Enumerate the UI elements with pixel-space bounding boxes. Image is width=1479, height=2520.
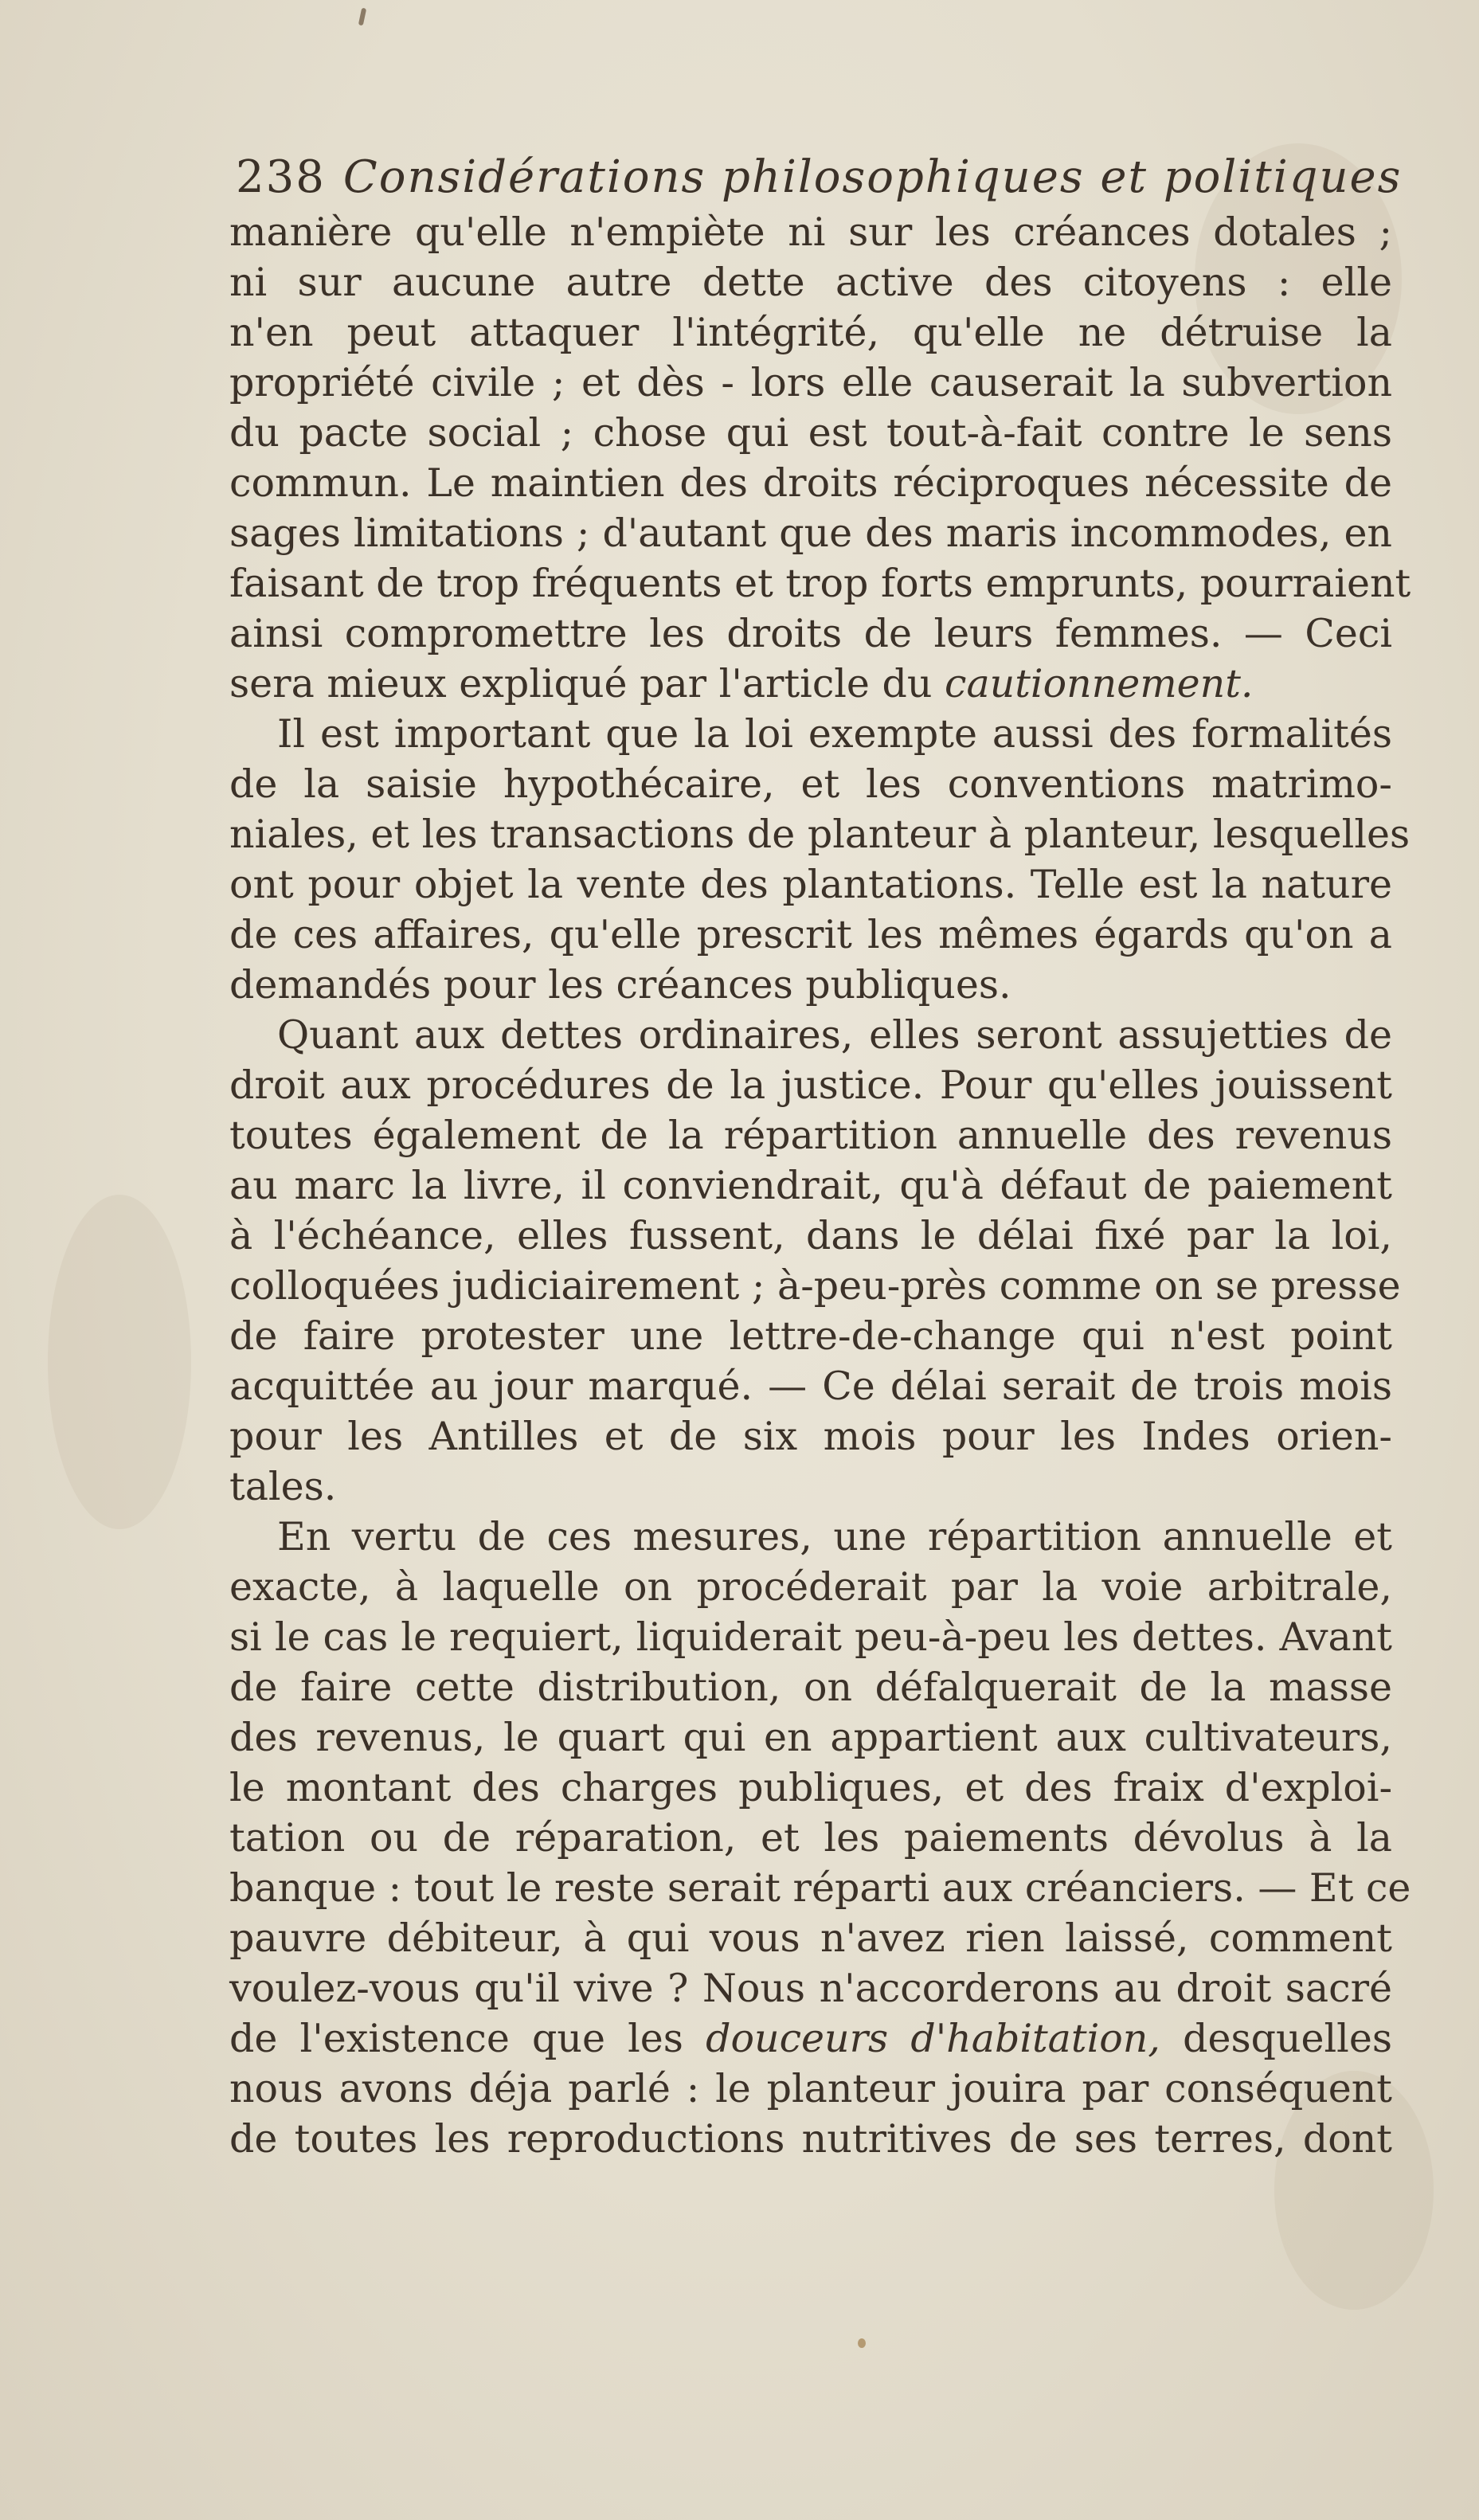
text-line: sages limitations ; d'autant que des maris incommodes, en <box>229 511 1392 556</box>
text-line: de toutes les reproductions nutritives de ses terres, dont <box>229 2116 1392 2162</box>
text-line: n'en peut attaquer l'intégrité, qu'elle ne détruise la <box>229 310 1392 355</box>
text-line: du pacte social ; chose qui est tout-à-fait contre le sens <box>229 410 1392 456</box>
ink-mark <box>358 8 366 26</box>
text-line: En vertu de ces mesures, une répartition annuelle et <box>277 1514 1392 1559</box>
text-line: toutes également de la répartition annuelle des revenus <box>229 1113 1392 1158</box>
text-fragment: sera mieux expliqué par l'article du <box>229 661 945 706</box>
text-line: si le cas le requiert, liquiderait peu-à-peu les dettes. Avant <box>229 1614 1392 1660</box>
text-line: droit aux procédures de la justice. Pour qu'elles jouissent <box>229 1062 1392 1108</box>
text-line: de faire protester une lettre-de-change qui n'est point <box>229 1313 1392 1359</box>
running-title: Considérations philosophiques et politiques <box>342 151 1403 203</box>
text-fragment: de l'existence que les <box>229 2016 706 2061</box>
text-line: de faire cette distribution, on défalquerait de la masse <box>229 1665 1392 1710</box>
text-line <box>229 2013 1392 2064</box>
text-line: manière qu'elle n'empiète ni sur les créances dotales ; <box>229 209 1392 255</box>
text-line: voulez-vous qu'il vive ? Nous n'accorderons au droit sacré <box>229 1966 1392 2011</box>
text-line: demandés pour les créances publiques. <box>229 962 1011 1008</box>
italic-term: cautionnement. <box>945 661 1254 706</box>
text-line: faisant de trop fréquents et trop forts emprunts, pourraient <box>229 561 1411 606</box>
text-line: niales, et les transactions de planteur à planteur, lesquelles <box>229 812 1411 857</box>
page-header <box>236 142 1403 213</box>
text-line: exacte, à laquelle on procéderait par la voie arbitrale, <box>229 1564 1392 1610</box>
text-line: de la saisie hypothécaire, et les conventions matrimo- <box>229 761 1392 807</box>
text-line: Quant aux dettes ordinaires, elles seront assujetties de <box>277 1012 1392 1058</box>
text-line: banque : tout le reste serait réparti aux créanciers. — Et ce <box>229 1865 1411 1911</box>
text-line: au marc la livre, il conviendrait, qu'à défaut de paiement <box>229 1163 1392 1208</box>
text-line: colloquées judiciairement ; à-peu-près comme on se presse <box>229 1263 1401 1309</box>
text-line: ainsi compromettre les droits de leurs femmes. — Ceci <box>229 611 1392 656</box>
text-line: de ces affaires, qu'elle prescrit les mêmes égards qu'on a <box>229 912 1392 957</box>
text-line: tation ou de réparation, et les paiements dévolus à la <box>229 1815 1392 1861</box>
text-line: ni sur aucune autre dette active des citoyens : elle <box>229 260 1392 305</box>
italic-term: douceurs d'habitation, <box>706 2016 1160 2061</box>
text-line: tales. <box>229 1464 337 1509</box>
text-line: ont pour objet la vente des plantations. Telle est la nature <box>229 862 1392 907</box>
text-line <box>229 659 1392 709</box>
text-line: commun. Le maintien des droits réciproques nécessite de <box>229 460 1392 506</box>
text-fragment: desquelles <box>1160 2016 1393 2061</box>
text-line: nous avons déja parlé : le planteur jouira par conséquent <box>229 2066 1392 2111</box>
text-line: des revenus, le quart qui en appartient aux cultivateurs, <box>229 1715 1392 1760</box>
text-line: propriété civile ; et dès - lors elle causerait la subvertion <box>229 360 1392 405</box>
paper-stain <box>48 1195 191 1529</box>
page-number: 238 <box>236 151 326 203</box>
text-line: acquittée au jour marqué. — Ce délai serait de trois mois <box>229 1364 1392 1409</box>
body-text <box>229 207 1411 2164</box>
text-line: pour les Antilles et de six mois pour les Indes orien- <box>229 1414 1392 1459</box>
text-line: le montant des charges publiques, et des fraix d'exploi- <box>229 1765 1392 1810</box>
text-line: à l'échéance, elles fussent, dans le délai fixé par la loi, <box>229 1213 1392 1258</box>
text-line: pauvre débiteur, à qui vous n'avez rien laissé, comment <box>229 1915 1392 1961</box>
text-line: Il est important que la loi exempte aussi des formalités <box>277 711 1392 757</box>
ink-speck <box>858 2338 866 2348</box>
